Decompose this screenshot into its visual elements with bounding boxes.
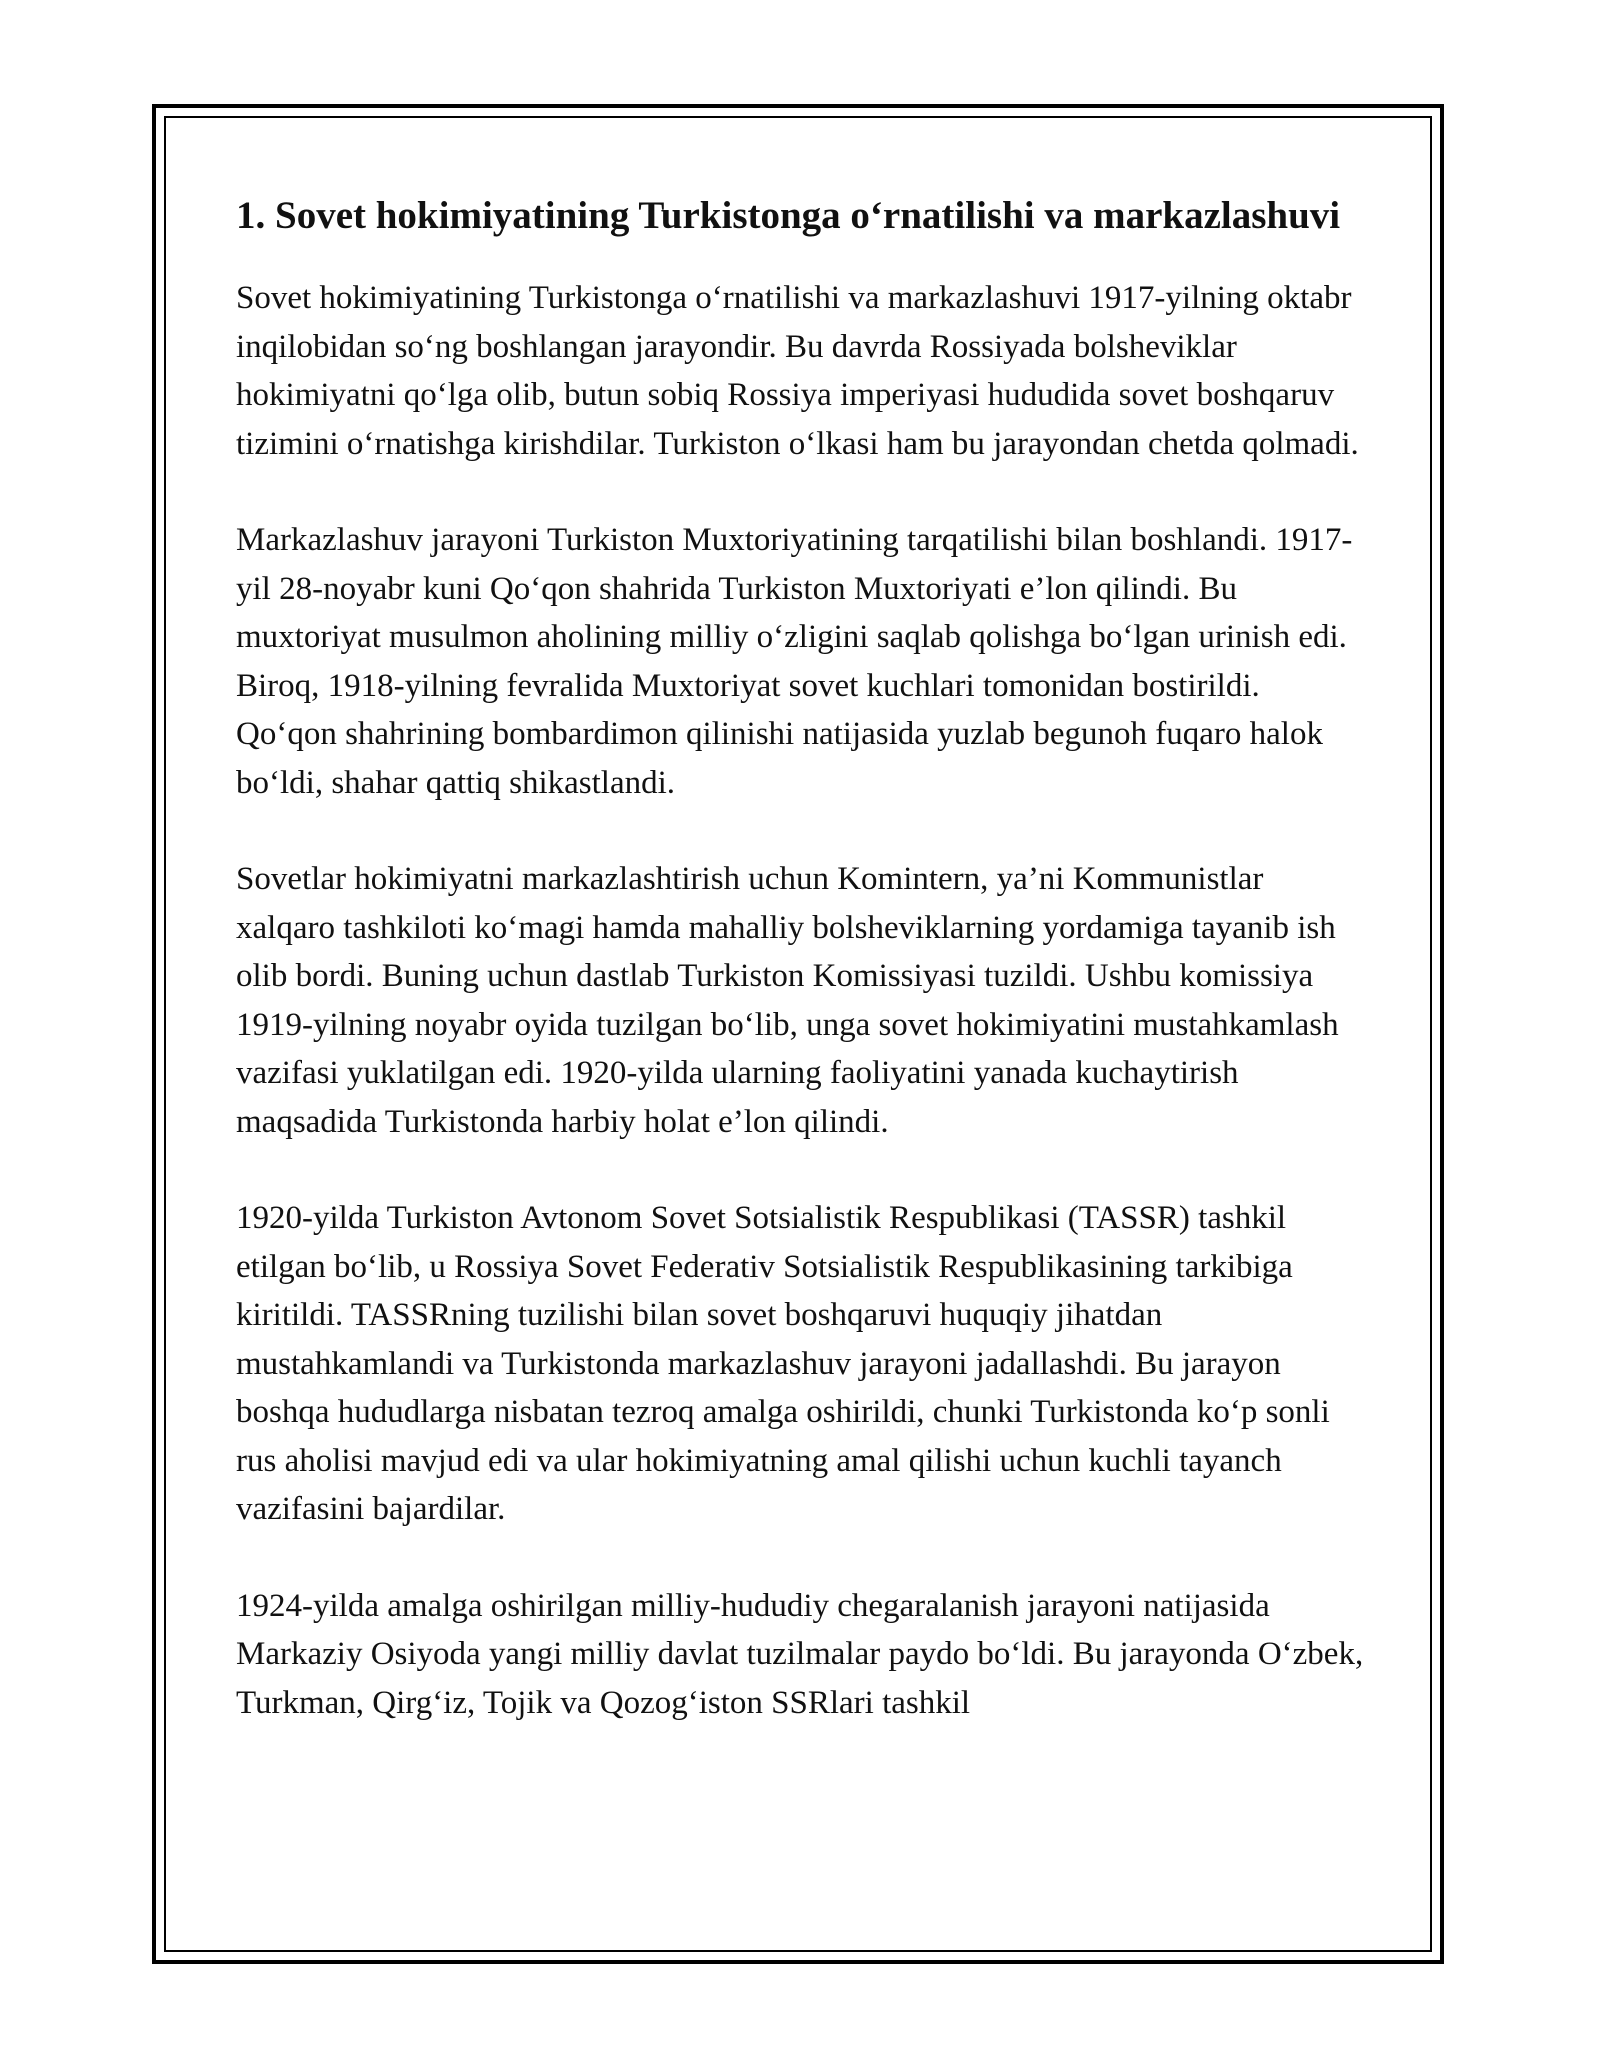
paragraph-1: Sovet hokimiyatining Turkistonga o‘rnatilishi va markazlashuvi 1917-yilning oktabr inqilobidan so‘ng boshlangan jarayondir. Bu davrda Rossiyada bolsheviklar hokimiyatni qo‘lga olib, butun sobiq Rossiya imperiyasi hududida sovet boshqaruv tizimini o‘rnatishga kirishdilar. Turkiston o‘lkasi ham bu jarayondan chetda qolmadi.	[236, 280, 1359, 462]
section-heading: 1. Sovet hokimiyatining Turkistonga o‘rnatilishi va markazlashuvi	[236, 194, 1341, 237]
paragraph-2: Markazlashuv jarayoni Turkiston Muxtoriyatining tarqatilishi bilan boshlandi. 1917-yil 28-noyabr kuni Qo‘qon shahrida Turkiston Muxtoriyati e’lon qilindi. Bu muxtoriyat musulmon aholining milliy o‘zligini saqlab qolishga bo‘lgan urinish edi. Biroq, 1918-yilning fevralida Muxtoriyat sovet kuchlari tomonidan bostirildi. Qo‘qon shahrining bombardimon qilinishi natijasida yuzlab begunoh fuqaro halok bo‘ldi, shahar qattiq shikastlandi.	[236, 522, 1353, 801]
paragraph-5: 1924-yilda amalga oshirilgan milliy-hududiy chegaralanish jarayoni natijasida Markaziy Osiyoda yangi milliy davlat tuzilmalar paydo bo‘ldi. Bu jarayonda O‘zbek, Turkman, Qirg‘iz, Tojik va Qozog‘iston SSRlari tashkil	[236, 1587, 1364, 1721]
paragraph-4: 1920-yilda Turkiston Avtonom Sovet Sotsialistik Respublikasi (TASSR) tashkil etilgan bo‘lib, u Rossiya Sovet Federativ Sotsialistik Respublikasining tarkibiga kiritildi. TASSRning tuzilishi bilan sovet boshqaruvi huquqiy jihatdan mustahkamlandi va Turkistonda markazlashuv jarayoni jadallashdi. Bu jarayon boshqa hududlarga nisbatan tezroq amalga oshirildi, chunki Turkistonda ko‘p sonli rus aholisi mavjud edi va ular hokimiyatning amal qilishi uchun kuchli tayanch vazifasini bajardilar.	[236, 1200, 1330, 1527]
paragraph-3: Sovetlar hokimiyatni markazlashtirish uchun Komintern, ya’ni Kommunistlar xalqaro tashkiloti ko‘magi hamda mahalliy bolsheviklarning yordamiga tayanib ish olib bordi. Buning uchun dastlab Turkiston Komissiyasi tuzildi. Ushbu komissiya 1919-yilning noyabr oyida tuzilgan bo‘lib, unga sovet hokimiyatini mustahkamlash vazifasi yuklatilgan edi. 1920-yilda ularning faoliyatini yanada kuchaytirish maqsadida Turkistonda harbiy holat e’lon qilindi.	[236, 861, 1339, 1140]
document-body	[236, 188, 1366, 1775]
